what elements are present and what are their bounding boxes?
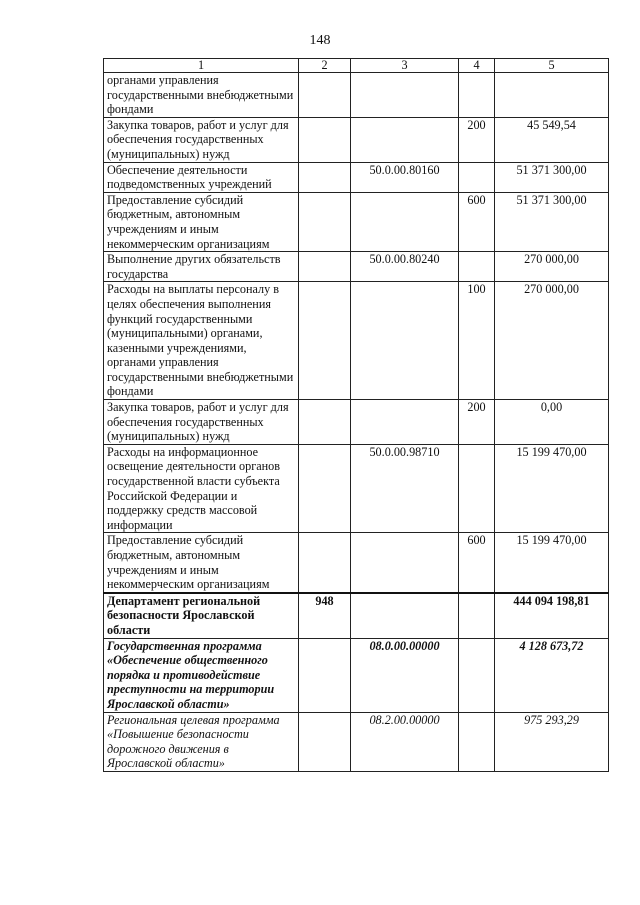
row-sum-cell: 270 000,00: [495, 282, 609, 400]
row-code-cell: [351, 400, 459, 445]
row-code-cell: 50.0.00.80240: [351, 252, 459, 282]
header-col-4: 4: [459, 59, 495, 73]
row-sum-cell: 444 094 198,81: [495, 593, 609, 638]
row-code-cell: 50.0.00.98710: [351, 444, 459, 533]
table-body: [104, 73, 609, 772]
row-sum-cell: 51 371 300,00: [495, 192, 609, 251]
row-chapter-cell: [299, 533, 351, 593]
row-chapter-cell: [299, 162, 351, 192]
row-sum-cell: [495, 73, 609, 118]
row-type-cell: [459, 162, 495, 192]
row-sum-cell: 51 371 300,00: [495, 162, 609, 192]
row-chapter-cell: 948: [299, 593, 351, 638]
row-type-cell: [459, 712, 495, 771]
row-code-cell: [351, 533, 459, 593]
row-sum-cell: 15 199 470,00: [495, 444, 609, 533]
table-row: [104, 712, 609, 771]
row-sum-cell: 975 293,29: [495, 712, 609, 771]
row-type-cell: [459, 73, 495, 118]
row-code-cell: [351, 593, 459, 638]
row-name-cell: Предоставление субсидий бюджетным, автономным учреждениям и иным некоммерческим организациям: [104, 533, 299, 593]
row-sum-cell: 270 000,00: [495, 252, 609, 282]
row-name-cell: Выполнение других обязательств государства: [104, 252, 299, 282]
table-row: [104, 282, 609, 400]
row-type-cell: 100: [459, 282, 495, 400]
row-name-cell: Обеспечение деятельности подведомственных учреждений: [104, 162, 299, 192]
row-code-cell: [351, 282, 459, 400]
row-chapter-cell: [299, 638, 351, 712]
table-row: [104, 252, 609, 282]
table-row: [104, 593, 609, 638]
row-chapter-cell: [299, 282, 351, 400]
row-type-cell: 600: [459, 192, 495, 251]
row-chapter-cell: [299, 192, 351, 251]
table-header-row: [104, 59, 609, 73]
row-name-cell: органами управления государственными внебюджетными фондами: [104, 73, 299, 118]
table-row: [104, 400, 609, 445]
header-col-3: 3: [351, 59, 459, 73]
table-row: [104, 192, 609, 251]
row-name-cell: Закупка товаров, работ и услуг для обеспечения государственных (муниципальных) нужд: [104, 117, 299, 162]
row-name-cell: Государственная программа «Обеспечение общественного порядка и противодействие преступности на территории Ярославской области»: [104, 638, 299, 712]
header-col-1: 1: [104, 59, 299, 73]
row-type-cell: 200: [459, 117, 495, 162]
header-col-2: 2: [299, 59, 351, 73]
row-name-cell: Расходы на выплаты персоналу в целях обеспечения выполнения функций государственными (муниципальными) органами, казенными учреждениями, органами управления государственными внебюджетными фондами: [104, 282, 299, 400]
row-name-cell: Региональная целевая программа «Повышение безопасности дорожного движения в Ярославской области»: [104, 712, 299, 771]
row-name-cell: Департамент региональной безопасности Ярославской области: [104, 593, 299, 638]
row-sum-cell: 45 549,54: [495, 117, 609, 162]
row-type-cell: 200: [459, 400, 495, 445]
row-chapter-cell: [299, 117, 351, 162]
row-type-cell: 600: [459, 533, 495, 593]
table-row: [104, 73, 609, 118]
page-number: 148: [309, 33, 331, 48]
row-type-cell: [459, 252, 495, 282]
row-name-cell: Расходы на информационное освещение деятельности органов государственной власти субъекта Российской Федерации и поддержку средств массовой информации: [104, 444, 299, 533]
row-type-cell: [459, 593, 495, 638]
row-type-cell: [459, 444, 495, 533]
row-sum-cell: 15 199 470,00: [495, 533, 609, 593]
row-code-cell: 08.0.00.00000: [351, 638, 459, 712]
row-sum-cell: 0,00: [495, 400, 609, 445]
table-row: [104, 638, 609, 712]
table-row: [104, 444, 609, 533]
table-row: [104, 533, 609, 593]
row-code-cell: [351, 117, 459, 162]
row-chapter-cell: [299, 400, 351, 445]
header-col-5: 5: [495, 59, 609, 73]
row-code-cell: 50.0.00.80160: [351, 162, 459, 192]
row-code-cell: [351, 73, 459, 118]
row-type-cell: [459, 638, 495, 712]
row-chapter-cell: [299, 252, 351, 282]
row-code-cell: [351, 192, 459, 251]
table-row: [104, 117, 609, 162]
row-chapter-cell: [299, 444, 351, 533]
budget-table: [103, 58, 609, 772]
row-sum-cell: 4 128 673,72: [495, 638, 609, 712]
table-row: [104, 162, 609, 192]
row-chapter-cell: [299, 73, 351, 118]
row-chapter-cell: [299, 712, 351, 771]
row-name-cell: Предоставление субсидий бюджетным, автономным учреждениям и иным некоммерческим организациям: [104, 192, 299, 251]
row-name-cell: Закупка товаров, работ и услуг для обеспечения государственных (муниципальных) нужд: [104, 400, 299, 445]
row-code-cell: 08.2.00.00000: [351, 712, 459, 771]
